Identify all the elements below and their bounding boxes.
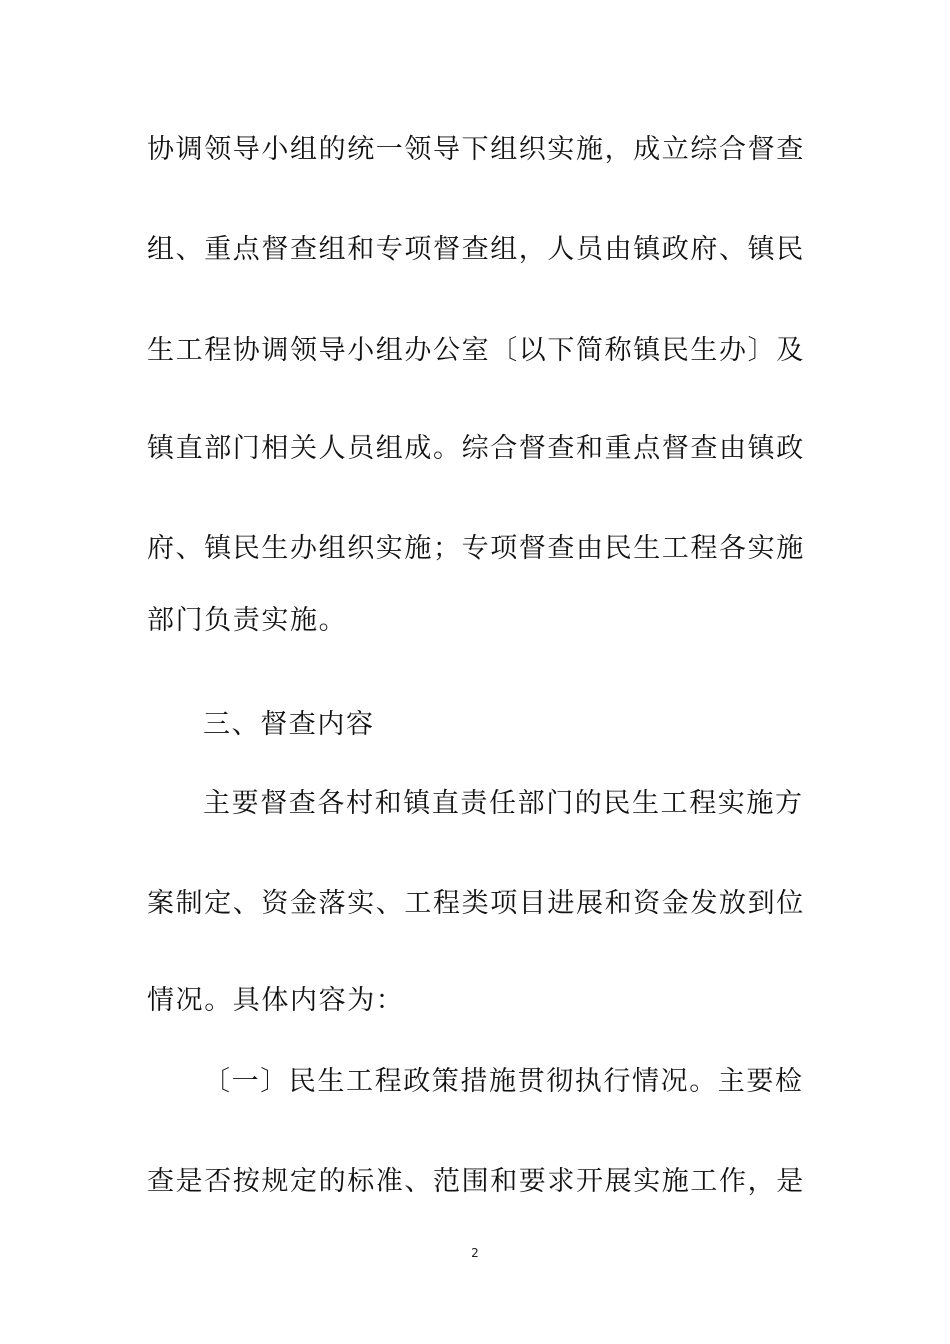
paragraph-line: 主要督查各村和镇直责任部门的民生工程实施方 <box>203 788 804 819</box>
paragraph-line: 〔一〕民生工程政策措施贯彻执行情况。主要检 <box>203 1066 804 1097</box>
paragraph-line: 案制定、资金落实、工程类项目进展和资金发放到位 <box>147 888 805 919</box>
paragraph-line: 查是否按规定的标准、范围和要求开展实施工作，是 <box>147 1166 805 1197</box>
page-number: 2 <box>471 1246 479 1260</box>
section-heading: 三、督查内容 <box>203 709 375 740</box>
paragraph-line: 协调领导小组的统一领导下组织实施，成立综合督查 <box>147 134 805 165</box>
paragraph-line: 府、镇民生办组织实施；专项督查由民生工程各实施 <box>147 533 805 564</box>
paragraph-line: 生工程协调领导小组办公室〔以下简称镇民生办〕及 <box>147 335 805 366</box>
paragraph-line: 部门负责实施。 <box>147 605 348 636</box>
paragraph-line: 情况。具体内容为： <box>147 985 405 1016</box>
paragraph-line: 组、重点督查组和专项督查组，人员由镇政府、镇民 <box>147 234 805 265</box>
paragraph-line: 镇直部门相关人员组成。综合督查和重点督查由镇政 <box>147 433 805 464</box>
